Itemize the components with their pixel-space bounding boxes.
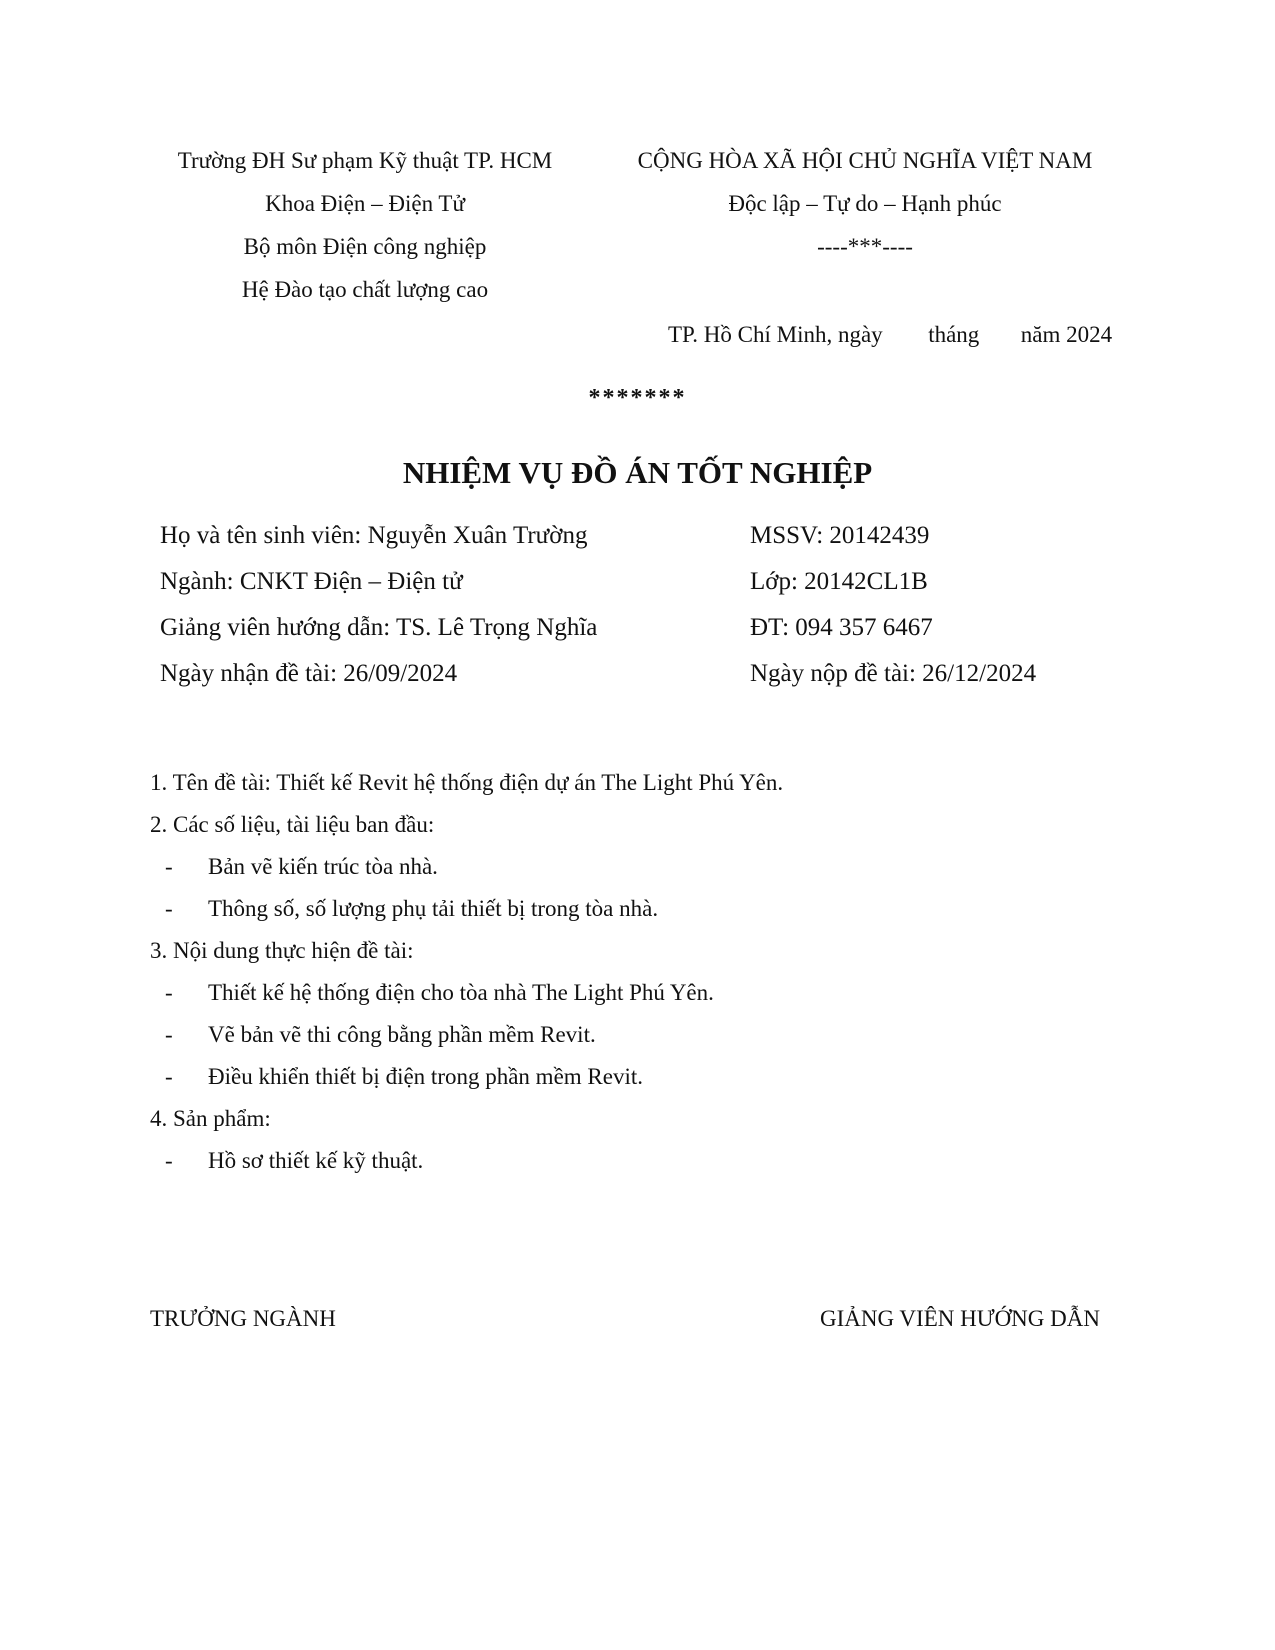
header-country: CỘNG HÒA XÃ HỘI CHỦ NGHĨA VIỆT NAM xyxy=(637,148,1093,173)
list-bullet: - xyxy=(165,854,173,879)
signature-head-of-major: TRƯỞNG NGÀNH xyxy=(150,1306,336,1331)
submit-date: Ngày nộp đề tài: 26/12/2024 xyxy=(750,660,1037,687)
date-line xyxy=(668,322,1112,348)
list-item: Hồ sơ thiết kế kỹ thuật. xyxy=(208,1148,424,1173)
list-bullet: - xyxy=(165,980,173,1005)
header-separator: ----***---- xyxy=(817,234,913,259)
header-motto: Độc lập – Tự do – Hạnh phúc xyxy=(728,191,1002,216)
list-item: Thiết kế hệ thống điện cho tòa nhà The Light Phú Yên. xyxy=(208,980,714,1005)
date-year: năm 2024 xyxy=(1020,322,1113,347)
list-bullet: - xyxy=(165,896,173,921)
list-item: Vẽ bản vẽ thi công bằng phần mềm Revit. xyxy=(208,1022,596,1047)
section-3-heading: 3. Nội dung thực hiện đề tài: xyxy=(150,938,414,963)
header-national-block xyxy=(595,146,1135,275)
received-date: Ngày nhận đề tài: 26/09/2024 xyxy=(160,660,458,687)
class: Lớp: 20142CL1B xyxy=(750,568,928,595)
page-title: NHIỆM VỤ ĐỒ ÁN TỐT NGHIỆP xyxy=(402,455,873,490)
list-item: Bản vẽ kiến trúc tòa nhà. xyxy=(208,854,438,879)
list-bullet: - xyxy=(165,1148,173,1173)
stars-separator: ******* xyxy=(588,385,687,411)
section-1-topic: 1. Tên đề tài: Thiết kế Revit hệ thống điện dự án The Light Phú Yên. xyxy=(150,770,784,795)
date-month: tháng xyxy=(928,322,980,347)
list-bullet: - xyxy=(165,1022,173,1047)
date-place: TP. Hồ Chí Minh, ngày xyxy=(668,322,883,347)
header-institution-block xyxy=(150,146,580,318)
signature-advisor: GIẢNG VIÊN HƯỚNG DẪN xyxy=(820,1306,1100,1331)
header-program: Hệ Đào tạo chất lượng cao xyxy=(241,277,489,302)
list-item: Điều khiển thiết bị điện trong phần mềm Revit. xyxy=(208,1064,644,1089)
student-id: MSSV: 20142439 xyxy=(750,522,930,549)
advisor: Giảng viên hướng dẫn: TS. Lê Trọng Nghĩa xyxy=(160,614,598,641)
section-2-heading: 2. Các số liệu, tài liệu ban đầu: xyxy=(150,812,435,837)
header-department: Bộ môn Điện công nghiệp xyxy=(243,234,487,259)
header-university: Trường ĐH Sư phạm Kỹ thuật TP. HCM xyxy=(177,148,553,173)
section-4-heading: 4. Sản phẩm: xyxy=(150,1106,271,1131)
list-item: Thông số, số lượng phụ tải thiết bị trong tòa nhà. xyxy=(208,896,659,921)
header-faculty: Khoa Điện – Điện Tử xyxy=(265,191,465,216)
student-name: Họ và tên sinh viên: Nguyễn Xuân Trường xyxy=(160,522,588,549)
advisor-phone: ĐT: 094 357 6467 xyxy=(750,614,933,641)
list-bullet: - xyxy=(165,1064,173,1089)
major: Ngành: CNKT Điện – Điện tử xyxy=(160,568,463,595)
